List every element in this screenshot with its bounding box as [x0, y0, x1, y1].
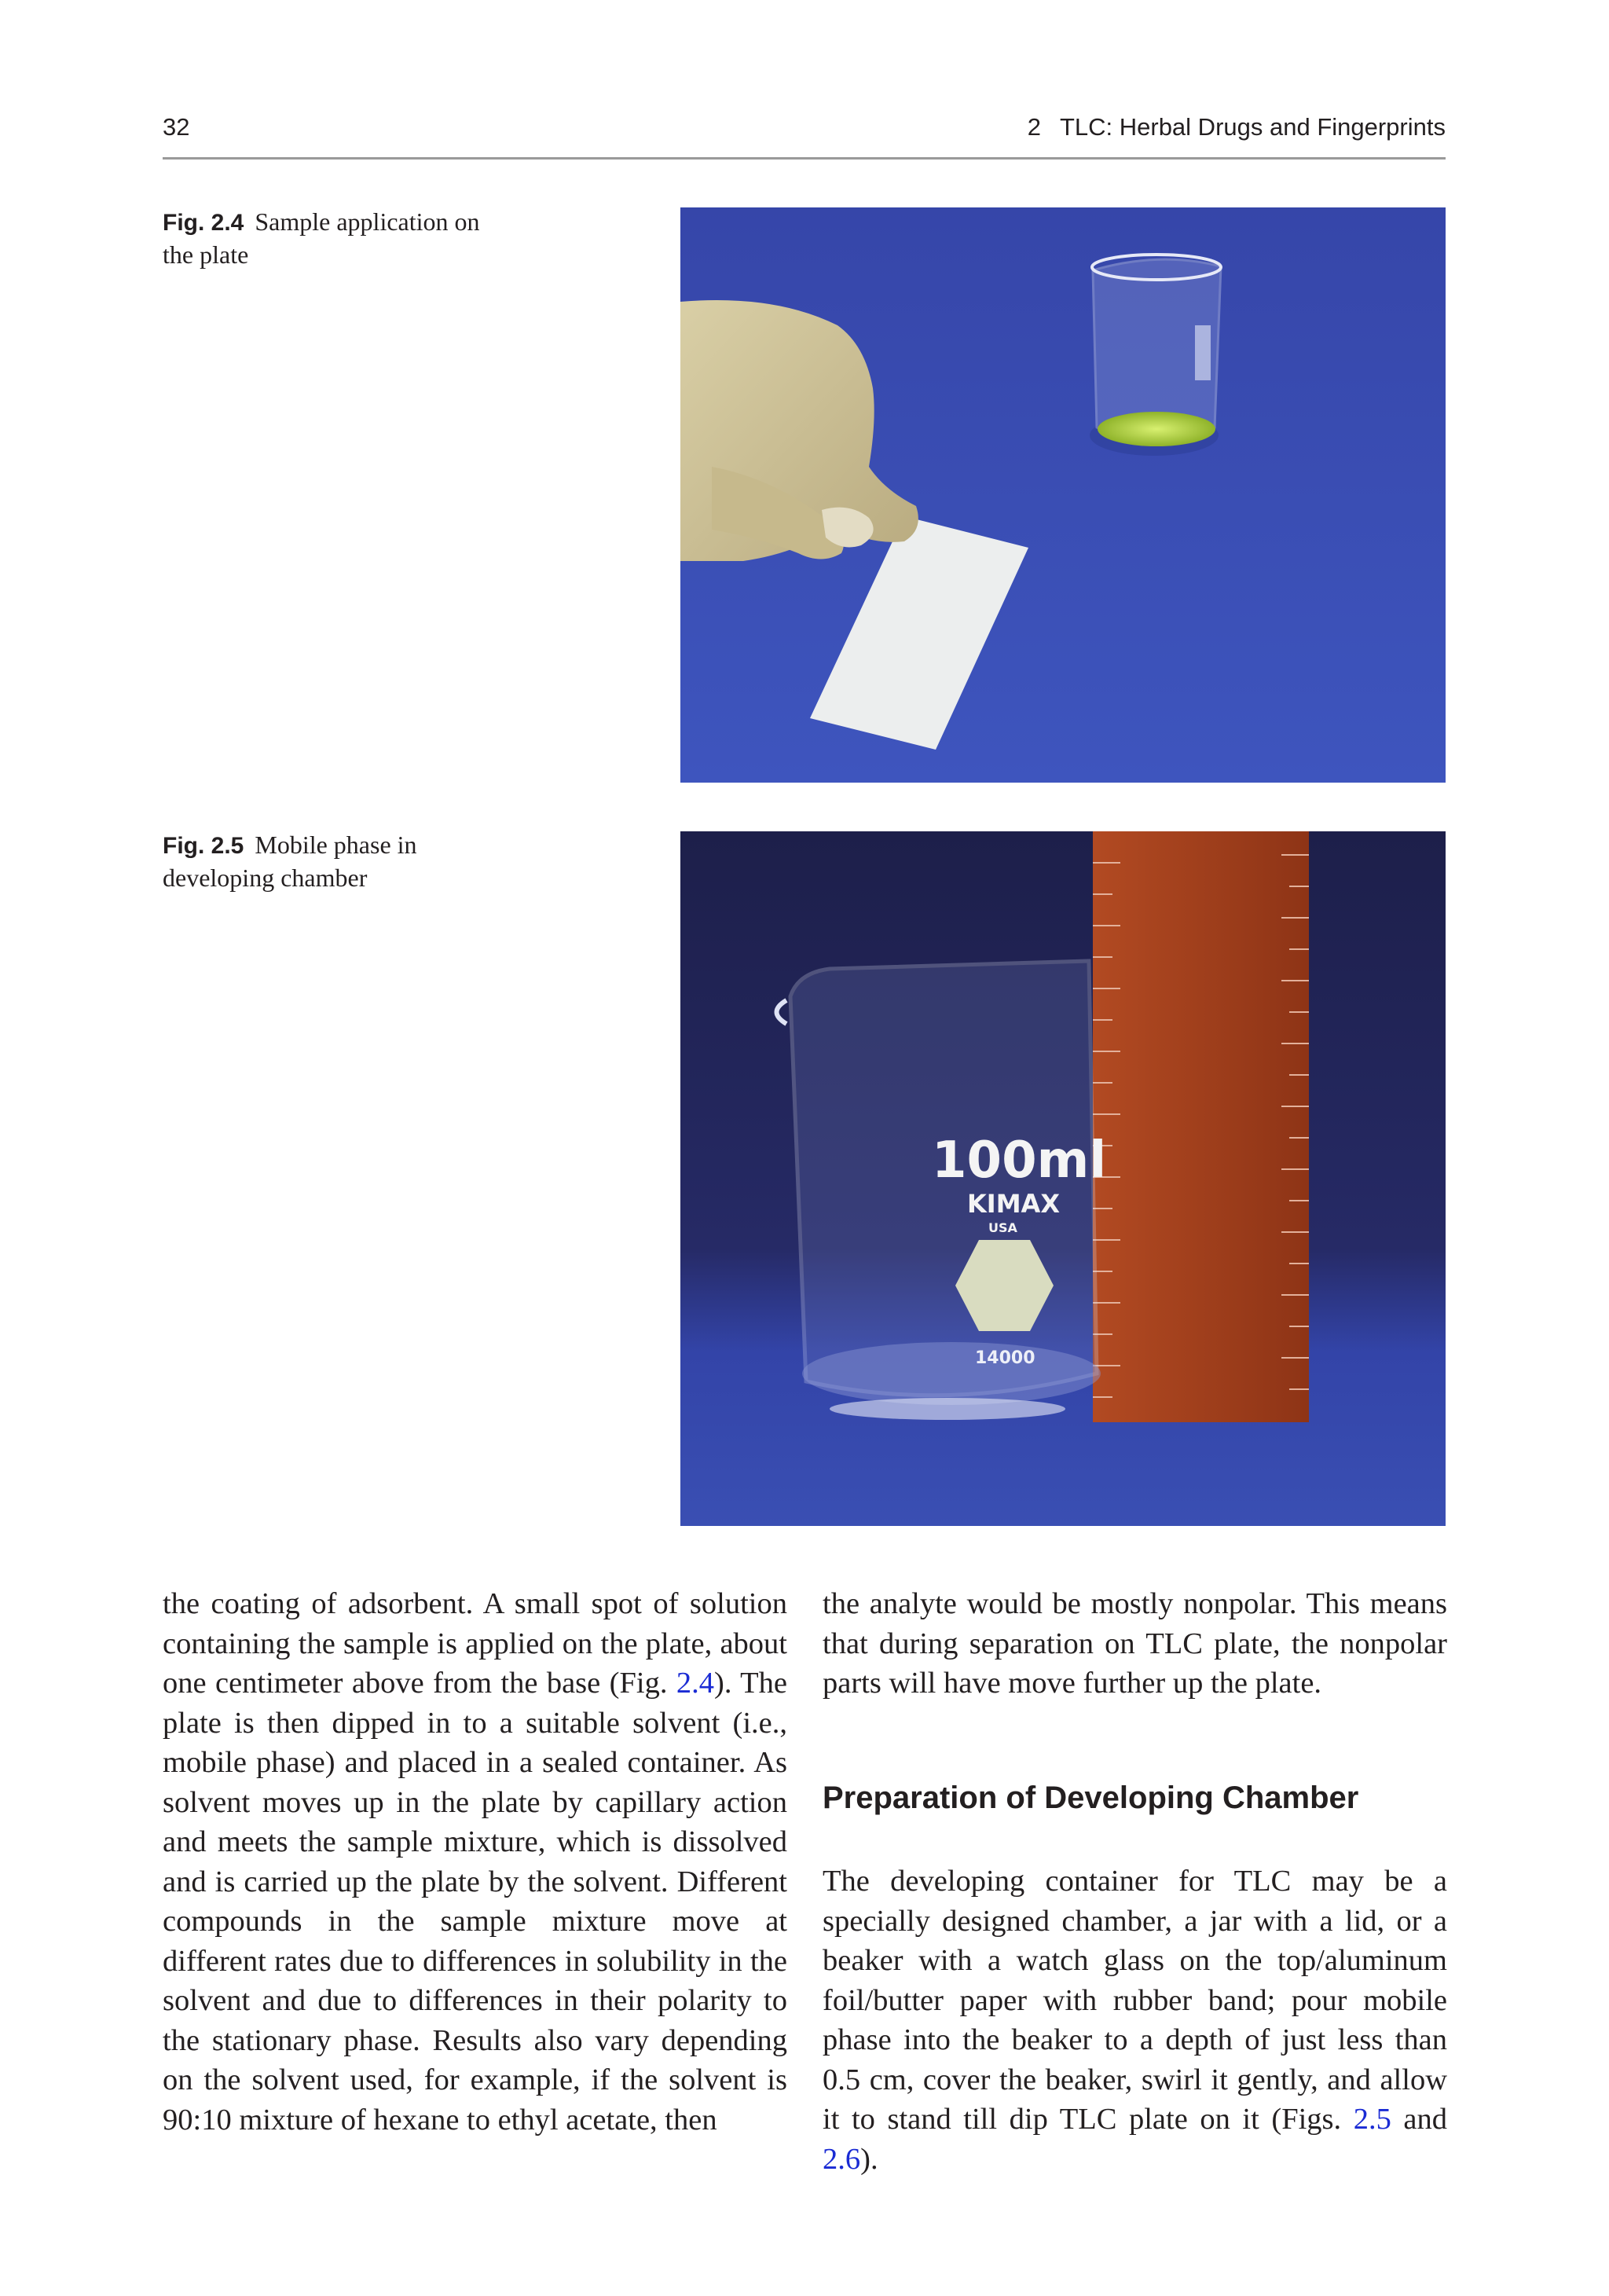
figure-2-4-link[interactable]: 2.4: [676, 1667, 714, 1700]
figure-caption-text: Sample application on the plate: [163, 207, 480, 269]
beaker-volume-label: 100ml: [932, 1131, 1107, 1190]
body-paragraph: the analyte would be mostly nonpolar. This means that during separation on TLC plate, the nonpolar parts will have move further up the plate.: [823, 1587, 1447, 1700]
figure-2-4-photo: [680, 207, 1446, 783]
body-left-column: [163, 1584, 787, 2140]
figure-caption-text: Mobile phase in developing chamber: [163, 831, 417, 892]
beaker-code-label: 14000: [975, 1348, 1035, 1368]
chapter-title: TLC: Herbal Drugs and Fingerprints: [1059, 113, 1446, 141]
figure-2-6-link[interactable]: 2.6: [823, 2142, 861, 2176]
paragraph-text: The developing container for TLC may be a specially designed chamber, a jar with a lid, or a beaker with a watch glass on the top/aluminum foil/butter paper with rubber band; pour mobile phase into the beaker to a depth of just less than 0.5 cm, cover the beaker, swirl it gently, and allow it to stand till dip TLC plate on it (Figs.: [823, 1865, 1447, 2136]
figure-2-5-caption: [163, 829, 508, 894]
body-right-column: [823, 1584, 1447, 1704]
chapter-number: 2: [1027, 113, 1041, 141]
figure-label: Fig. 2.5: [163, 833, 244, 859]
figure-2-5-photo: [680, 831, 1446, 1526]
figure-2-5-link[interactable]: 2.5: [1353, 2103, 1391, 2136]
beaker-brand-label: KIMAX: [967, 1189, 1060, 1219]
paragraph-text: ).: [860, 2142, 878, 2176]
figure-label: Fig. 2.4: [163, 210, 244, 236]
page-number: 32: [163, 113, 190, 141]
body-paragraph: [163, 1584, 787, 2140]
chapter-heading: [1028, 113, 1446, 141]
body-paragraph: [823, 1861, 1447, 2179]
figure-2-4-caption: [163, 206, 508, 271]
paragraph-text: ). The plate is then dipped in to a suitable solvent (i.e., mobile phase) and placed in a sealed container. As solvent moves up in the plate by capillary action and meets the sample mixture, which is dissolved and is carried up the plate by the solvent. Different compounds in the sample mixture move at different rates due to differences in solubility in the solvent and due to differences in their polarity to the stationary phase. Results also vary depending on the solvent used, for example, if the solvent is 90:10 mixture of hexane to ethyl acetate, then: [163, 1667, 788, 2136]
body-right-column-continued: [823, 1861, 1447, 2179]
running-head: [163, 110, 1446, 160]
section-heading: Preparation of Developing Chamber: [823, 1781, 1359, 1815]
paragraph-text: and: [1391, 2103, 1447, 2136]
paragraph-text: the coating of adsorbent. A small spot of solution containing the sample is applied on the plate, about one centimeter above from the base (Fig.: [163, 1587, 787, 1700]
beaker-origin-label: USA: [988, 1220, 1017, 1235]
